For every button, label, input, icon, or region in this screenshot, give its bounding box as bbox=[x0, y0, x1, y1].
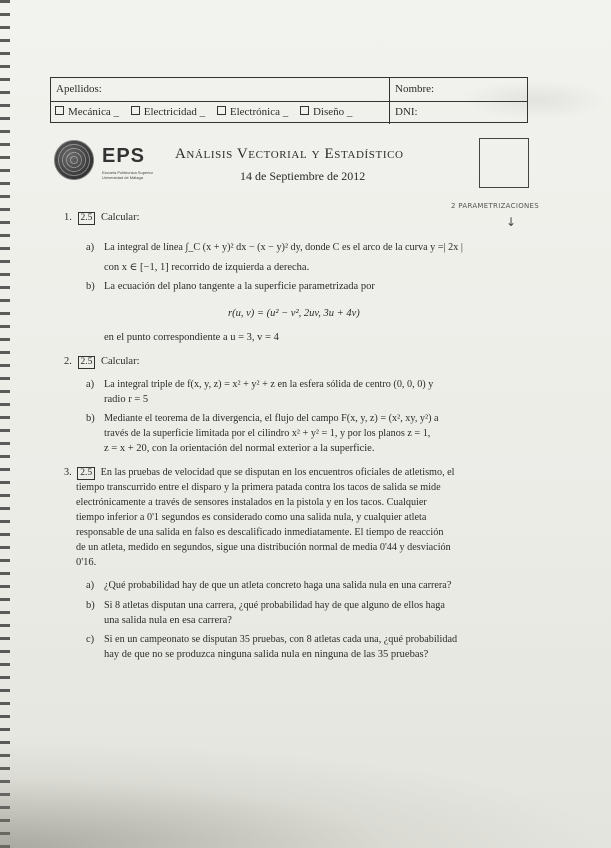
nombre-label: Nombre: bbox=[395, 83, 435, 95]
q1b-line1: La ecuación del plano tangente a la superficie parametrizada por bbox=[104, 281, 375, 292]
institution-acronym: EPS bbox=[102, 145, 146, 167]
q3-line1: En las pruebas de velocidad que se disputan en los encuentros oficiales de atletismo, el bbox=[100, 467, 455, 478]
q2a-label: a) bbox=[86, 379, 95, 390]
option-electricidad[interactable]: Electricidad _ bbox=[131, 106, 205, 118]
q2-prompt: Calcular: bbox=[101, 356, 140, 367]
grade-box bbox=[479, 138, 529, 188]
q2a-line1: La integral triple de f(x, y, z) = x² + y² + z en la esfera sólida de centro (0, 0, 0) y bbox=[104, 379, 434, 390]
info-row-2 bbox=[51, 101, 527, 124]
q2a-line2: radio r = 5 bbox=[104, 394, 149, 405]
handwritten-note: 2 PARAMETRIZACIONES bbox=[451, 202, 540, 210]
q2b-label: b) bbox=[86, 413, 95, 424]
q3a-text: ¿Qué probabilidad hay de que un atleta concreto haga una salida nula en una carrera? bbox=[104, 580, 452, 591]
q2b-line3: z = x + 20, con la orientación del normal exterior a la superficie. bbox=[104, 443, 375, 454]
q1b-label: b) bbox=[86, 281, 95, 292]
apellidos-cell[interactable] bbox=[51, 78, 389, 101]
q3a-label: a) bbox=[86, 580, 95, 591]
checkbox-icon[interactable] bbox=[217, 106, 226, 115]
q1-heading bbox=[64, 210, 139, 225]
q1a-label: a) bbox=[86, 242, 95, 253]
degree-options bbox=[51, 101, 389, 124]
info-row-1 bbox=[51, 78, 527, 102]
q3b-line1: Si 8 atletas disputan una carrera, ¿qué probabilidad hay de que alguno de ellos haga bbox=[104, 600, 445, 611]
q1-number: 1. bbox=[64, 212, 72, 223]
q3-line5: responsable de una salida en falso es descalificado inmediatamente. El tiempo de reacción bbox=[76, 527, 444, 538]
dni-label: DNI: bbox=[395, 106, 418, 118]
q2b-line1: Mediante el teorema de la divergencia, el flujo del campo F(x, y, z) = (x², xy, y²) a bbox=[104, 413, 439, 424]
apellidos-label: Apellidos: bbox=[56, 83, 102, 95]
q3c-label: c) bbox=[86, 634, 95, 645]
q3b-label: b) bbox=[86, 600, 95, 611]
q1-prompt: Calcular: bbox=[101, 212, 140, 223]
q2-number: 2. bbox=[64, 356, 72, 367]
option-diseno[interactable]: Diseño _ bbox=[300, 106, 352, 118]
checkbox-icon[interactable] bbox=[300, 106, 309, 115]
q3-line6: de un atleta, medido en segundos, sigue una distribución normal de media 0'44 y desviación bbox=[76, 542, 451, 553]
q2-heading bbox=[64, 354, 139, 369]
q3b-line2: una salida nula en esa carrera? bbox=[104, 615, 232, 626]
q3-points-badge: 2.5 bbox=[77, 467, 95, 480]
q1b-line2: en el punto correspondiente a u = 3, v = 4 bbox=[104, 332, 279, 343]
dni-cell[interactable] bbox=[389, 101, 527, 124]
q1-points-badge: 2.5 bbox=[78, 212, 96, 225]
q3-line2: tiempo transcurrido entre el disparo y la primera patada contra los tacos de salida se mide bbox=[76, 482, 441, 493]
eps-logo-pattern bbox=[54, 140, 94, 180]
checkbox-icon[interactable] bbox=[131, 106, 140, 115]
page-shadow bbox=[0, 738, 611, 848]
option-electronica[interactable]: Electrónica _ bbox=[217, 106, 288, 118]
spiral-binding bbox=[0, 0, 10, 848]
nombre-cell[interactable] bbox=[389, 78, 527, 101]
q2-points-badge: 2.5 bbox=[78, 356, 96, 369]
checkbox-icon[interactable] bbox=[55, 106, 64, 115]
q3-number: 3. bbox=[64, 467, 72, 478]
q1a-line1: La integral de línea ∫_C (x + y)² dx − (x − y)² dy, donde C es el arco de la curva y =| 2x | bbox=[104, 242, 463, 253]
q3c-line2: hay de que no se produzca ninguna salida nula en ninguna de las 35 pruebas? bbox=[104, 649, 429, 660]
q3c-line1: Si en un campeonato se disputan 35 pruebas, con 8 atletas cada una, ¿qué probabilidad bbox=[104, 634, 458, 645]
q1a-line2: con x ∈ [−1, 1] recorrido de izquierda a derecha. bbox=[104, 262, 310, 273]
q1b-formula: r(u, v) = (u² − v², 2uv, 3u + 4v) bbox=[228, 308, 360, 319]
q2b-line2: través de la superficie limitada por el cilindro x² + y² = 1, y por los planos z = 1, bbox=[104, 428, 431, 439]
q3-line7: 0'16. bbox=[76, 557, 97, 568]
exam-title: Análisis Vectorial y Estadístico bbox=[175, 146, 404, 162]
exam-date: 14 de Septiembre de 2012 bbox=[240, 169, 366, 183]
option-mecanica[interactable]: Mecánica _ bbox=[55, 106, 119, 118]
q3-heading bbox=[64, 465, 455, 480]
institution-subtitle: Escuela Politécnica Superior Universidad de Málaga bbox=[102, 170, 153, 180]
q3-line3: electrónicamente a través de sensores instalados en la pistola y en los tacos. Cualquier bbox=[76, 497, 427, 508]
arrow-down-icon: ↓ bbox=[506, 215, 517, 229]
q3-line4: tiempo inferior a 0'1 segundos es considerado como una salida nula, y cualquier atleta bbox=[76, 512, 427, 523]
student-info-table bbox=[50, 77, 528, 123]
